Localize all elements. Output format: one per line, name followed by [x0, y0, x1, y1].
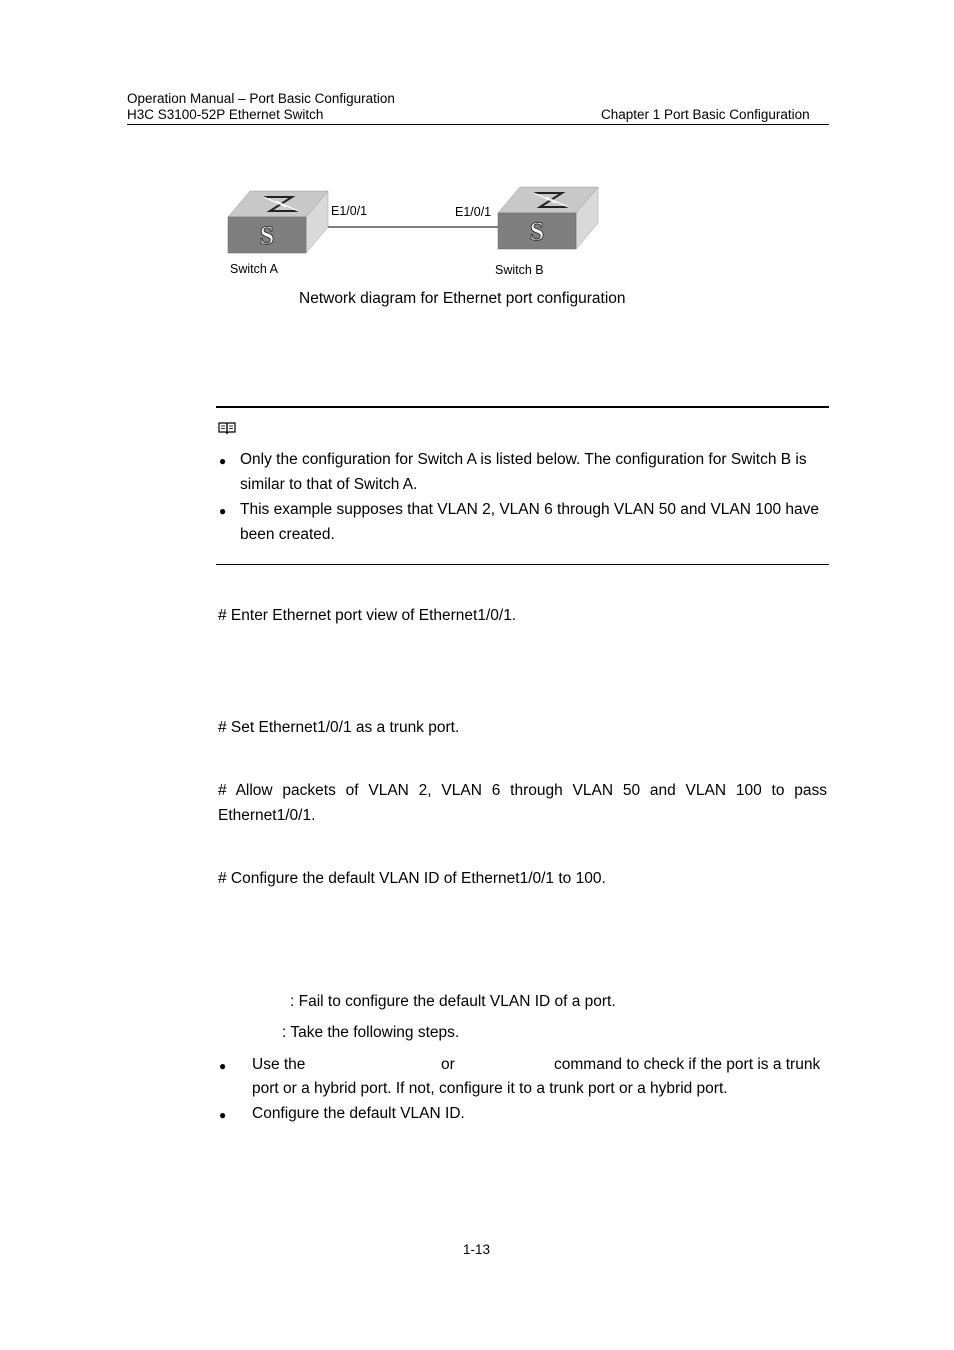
- note-bullet2-line1: This example supposes that VLAN 2, VLAN 6 through VLAN 50 and VLAN 100 have: [240, 501, 820, 518]
- note-bullet1-line2: similar to that of Switch A.: [240, 476, 418, 493]
- step-default-vlan: # Configure the default VLAN ID of Ethernet1/0/1 to 100.: [218, 870, 606, 887]
- svg-text:S: S: [259, 221, 275, 250]
- solution-bullet1-line2: port or a hybrid port. If not, configure it to a trunk port or a hybrid port.: [252, 1080, 728, 1097]
- switch-a-icon: [228, 191, 328, 253]
- header-rule: [127, 124, 829, 125]
- solution-bullet1-part2: command to check if the port is a trunk: [554, 1056, 821, 1073]
- header-product-name: H3C S3100-52P Ethernet Switch: [127, 107, 324, 122]
- note-bullet1-line1: Only the configuration for Switch A is listed below. The configuration for Switch B is: [240, 451, 807, 468]
- bullet-icon: ●: [219, 1108, 227, 1122]
- switch-b-label: Switch B: [495, 263, 544, 277]
- note-top-rule: [216, 406, 829, 408]
- solution-bullet1-or: or: [441, 1056, 455, 1073]
- step-allow-vlans-line2: Ethernet1/0/1.: [218, 807, 316, 824]
- network-diagram: [220, 180, 620, 290]
- step-allow-vlans-line1: # Allow packets of VLAN 2, VLAN 6 through VLAN 50 and VLAN 100 to pass: [218, 782, 827, 799]
- solution-bullet2: Configure the default VLAN ID.: [252, 1105, 465, 1122]
- port-b-label: E1/0/1: [455, 205, 492, 219]
- solution-bullet1-part1: Use the: [252, 1056, 306, 1073]
- note-bottom-rule: [216, 564, 829, 565]
- bullet-icon: ●: [219, 1059, 227, 1073]
- switch-b-icon: [498, 187, 598, 249]
- page-number: 1-13: [463, 1242, 491, 1257]
- svg-text:S: S: [529, 217, 545, 246]
- symptom-text: : Fail to configure the default VLAN ID of a port.: [290, 993, 616, 1010]
- header-chapter-title: Chapter 1 Port Basic Configuration: [601, 107, 810, 122]
- bullet-icon: ●: [219, 454, 227, 468]
- header-manual-title: Operation Manual – Port Basic Configuration: [127, 91, 395, 106]
- figure-caption: Network diagram for Ethernet port configuration: [299, 290, 626, 307]
- bullet-icon: ●: [219, 504, 227, 518]
- note-bullet2-line2: been created.: [240, 526, 335, 543]
- book-icon: [218, 421, 236, 435]
- switch-a-label: Switch A: [230, 262, 278, 276]
- step-set-trunk: # Set Ethernet1/0/1 as a trunk port.: [218, 719, 460, 736]
- port-a-label: E1/0/1: [331, 204, 368, 218]
- step-enter-port-view: # Enter Ethernet port view of Ethernet1/0/1.: [218, 607, 517, 624]
- solution-text: : Take the following steps.: [282, 1024, 460, 1041]
